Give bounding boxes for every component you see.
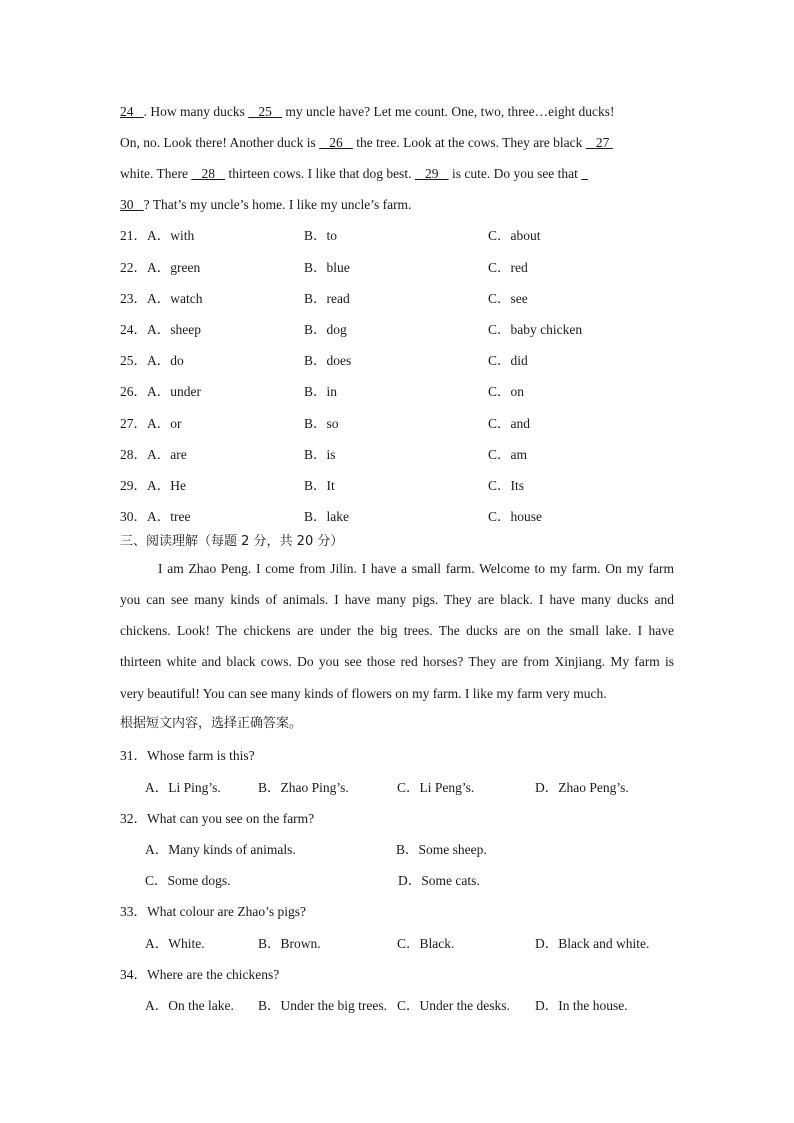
option-row-27: 27． A．or B．so C．and: [120, 416, 530, 431]
answer-33-c[interactable]: C．Black.: [397, 936, 455, 951]
question-31: 31．Whose farm is this?: [120, 748, 255, 763]
cloze-line-3: [120, 165, 588, 183]
cloze-text: On, no. Look there! Another duck is: [120, 135, 320, 150]
blank-24: 24: [120, 104, 134, 119]
blank-26: 26: [329, 135, 343, 150]
answer-34-c[interactable]: C．Under the desks.: [397, 998, 510, 1013]
option-row-21: 21． A．with B．to C．about: [120, 228, 541, 243]
blank-30: 30: [120, 197, 134, 212]
blank-25: 25: [258, 104, 272, 119]
section-title: 三、阅读理解（每题 2 分，共 20 分）: [120, 534, 344, 549]
passage-line-2: you can see many kinds of animals. I have many pigs. They are black. I have many ducks and: [120, 592, 674, 607]
cloze-text: ? That’s my uncle’s home. I like my uncle’s farm.: [143, 197, 412, 212]
option-row-30: 30． A．tree B．lake C．house: [120, 509, 542, 524]
option-row-24: 24． A．sheep B．dog C．baby chicken: [120, 322, 583, 337]
option-row-26: 26． A．under B．in C．on: [120, 384, 525, 399]
question-32: 32．What can you see on the farm?: [120, 811, 315, 826]
answer-31-c[interactable]: C．Li Peng’s.: [397, 780, 475, 795]
answer-32-d[interactable]: D．Some cats.: [398, 873, 480, 888]
cloze-text: the tree. Look at the cows. They are black: [352, 135, 586, 150]
answer-32-c[interactable]: C．Some dogs.: [145, 873, 231, 888]
cloze-text: my uncle have? Let me count. One, two, three…eight ducks!: [282, 104, 615, 119]
passage-line-4: thirteen white and black cows. Do you see those red horses? They are from Xinjiang. My farm is: [120, 654, 674, 669]
cloze-text: white. There: [120, 166, 192, 181]
answer-32-b[interactable]: B．Some sheep.: [396, 842, 487, 857]
instruction: 根据短文内容，选择正确答案。: [120, 716, 303, 731]
cloze-line-2: [120, 134, 613, 152]
blank-27: 27: [595, 135, 610, 150]
answer-31-b[interactable]: B．Zhao Ping’s.: [258, 780, 349, 795]
answer-32-a[interactable]: A．Many kinds of animals.: [145, 842, 296, 857]
passage-line-5: very beautiful! You can see many kinds of flowers on my farm. I like my farm very much.: [120, 686, 607, 701]
option-row-23: 23． A．watch B．read C．see: [120, 291, 528, 306]
option-row-29: 29． A．He B．It C．Its: [120, 478, 525, 493]
passage-line-1: I am Zhao Peng. I come from Jilin. I have a small farm. Welcome to my farm. On my farm: [158, 561, 674, 576]
option-row-25: 25． A．do B．does C．did: [120, 353, 528, 368]
cloze-text: . How many ducks: [143, 104, 249, 119]
blank-29: 29: [424, 166, 439, 181]
answer-31-a[interactable]: A．Li Ping’s.: [145, 780, 221, 795]
answer-34-a[interactable]: A．On the lake.: [145, 998, 234, 1013]
passage-line-3: chickens. Look! The chickens are under the big trees. The ducks are on the small lake. I have: [120, 623, 674, 638]
question-33: 33．What colour are Zhao’s pigs?: [120, 904, 306, 919]
option-row-28: 28． A．are B．is C．am: [120, 447, 527, 462]
answer-34-b[interactable]: B．Under the big trees.: [258, 998, 387, 1013]
answer-33-d[interactable]: D．Black and white.: [535, 936, 650, 951]
blank-28: 28: [201, 166, 215, 181]
cloze-line-1: [120, 103, 615, 121]
answer-31-d[interactable]: D．Zhao Peng’s.: [535, 780, 629, 795]
cloze-text: is cute. Do you see that: [448, 166, 582, 181]
cloze-line-4: [120, 196, 411, 214]
cloze-text: thirteen cows. I like that dog best.: [225, 166, 415, 181]
answer-34-d[interactable]: D．In the house.: [535, 998, 628, 1013]
option-row-22: 22． A．green B．blue C．red: [120, 260, 528, 275]
answer-33-b[interactable]: B．Brown.: [258, 936, 321, 951]
question-34: 34．Where are the chickens?: [120, 967, 280, 982]
answer-33-a[interactable]: A．White.: [145, 936, 205, 951]
